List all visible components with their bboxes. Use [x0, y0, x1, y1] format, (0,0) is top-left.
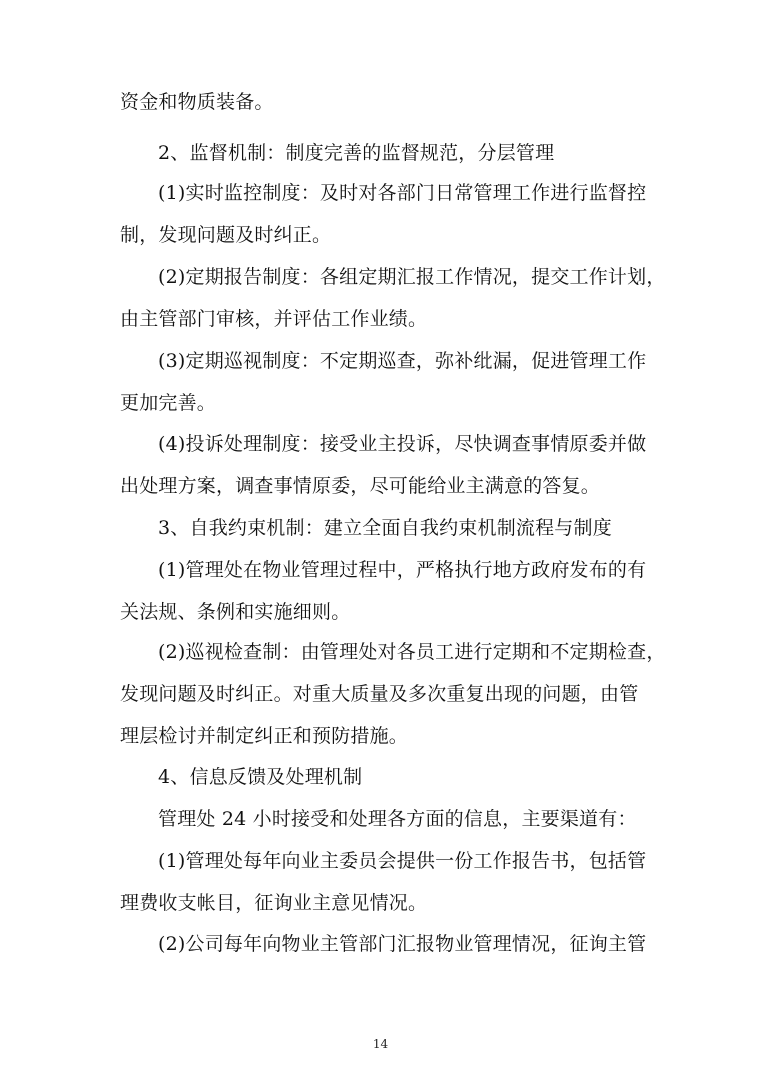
text-line: (1)管理处每年向业主委员会提供一份工作报告书，包括管 [158, 850, 647, 872]
text-line: 更加完善。 [120, 392, 217, 414]
section-heading: 3、自我约束机制：建立全面自我约束机制流程与制度 [158, 517, 612, 539]
text-line: 关法规、条例和实施细则。 [120, 601, 351, 623]
text-line: 发现问题及时纠正。对重大质量及多次重复出现的问题，由管 [120, 683, 639, 705]
text-line: 理费收支帐目，征询业主意见情况。 [120, 892, 428, 914]
section-heading: 4、信息反馈及处理机制 [158, 766, 363, 788]
section-heading: 2、监督机制：制度完善的监督规范，分层管理 [158, 142, 555, 164]
text-line: (1)管理处在物业管理过程中，严格执行地方政府发布的有 [158, 559, 647, 581]
text-line: 由主管部门审核，并评估工作业绩。 [120, 308, 428, 330]
text-line: (3)定期巡视制度：不定期巡查，弥补纰漏，促进管理工作 [158, 350, 647, 372]
text-line: 资金和物质装备。 [120, 91, 274, 113]
text-line: 出处理方案，调查事情原委，尽可能给业主满意的答复。 [120, 475, 601, 497]
text-line: (4)投诉处理制度：接受业主投诉，尽快调查事情原委并做 [158, 433, 647, 455]
text-line: 制，发现问题及时纠正。 [120, 224, 332, 246]
text-line: 管理处 24 小时接受和处理各方面的信息，主要渠道有： [158, 808, 637, 830]
text-line: (1)实时监控制度：及时对各部门日常管理工作进行监督控 [158, 182, 647, 204]
page-number: 14 [372, 1037, 389, 1051]
text-line: (2)定期报告制度：各组定期汇报工作情况，提交工作计划， [158, 266, 666, 288]
text-line: (2)公司每年向物业主管部门汇报物业管理情况，征询主管 [158, 933, 647, 955]
text-line: (2)巡视检查制：由管理处对各员工进行定期和不定期检查， [158, 641, 666, 663]
text-line: 理层检讨并制定纠正和预防措施。 [120, 725, 409, 747]
